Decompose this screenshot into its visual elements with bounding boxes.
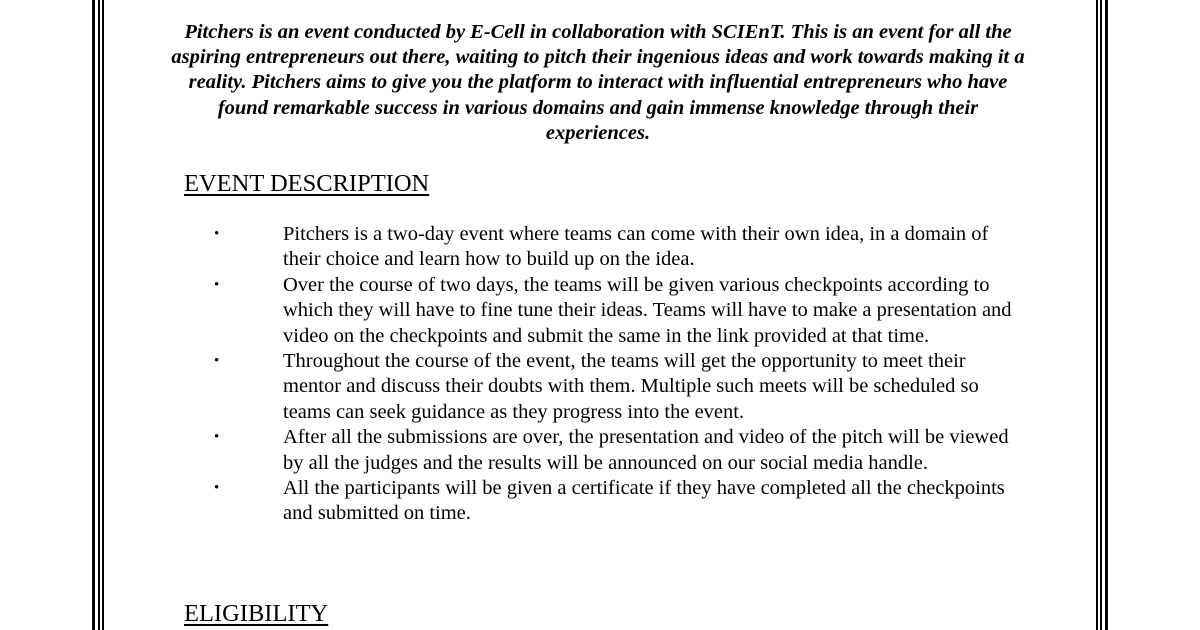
list-item-text: Pitchers is a two-day event where teams can come with their own idea, in a domain of their choice and learn how to build up on the idea. — [283, 223, 989, 271]
eligibility-heading: ELIGIBILITY — [184, 600, 329, 627]
bullet-icon: • — [214, 226, 220, 242]
list-item — [0, 273, 1023, 349]
bullet-icon: • — [214, 429, 220, 446]
list-item — [0, 476, 1023, 527]
bullet-icon: • — [214, 276, 220, 293]
event-description-heading: EVENT DESCRIPTION — [184, 170, 430, 197]
event-description-list — [0, 222, 1200, 527]
list-item — [0, 222, 1023, 273]
intro-paragraph: Pitchers is an event conducted by E-Cell in collaboration with SCIEnT. This is an event for all the aspiring entrepreneurs out there, waiting to pitch their ingenious ideas and work towards making it a reality. Pitchers aims to give you the platform to interact with influential entrepreneurs who have found remarkable success in various domains and gain immense knowledge through their experiences. — [171, 21, 1025, 144]
list-item-text: Over the course of two days, the teams will be given various checkpoints according to which they will have to fine tune their ideas. Teams will have to make a presentation and video on the checkpoints and submit the same in the link provided at that time. — [283, 273, 1012, 347]
list-item-text: All the participants will be given a certificate if they have completed all the checkpoints and submitted on time. — [283, 477, 1005, 525]
list-item-text: After all the submissions are over, the presentation and video of the pitch will be viewed by all the judges and the results will be announced on our social media handle. — [283, 426, 1009, 474]
bullet-icon: • — [214, 480, 220, 497]
list-item — [0, 349, 1023, 425]
bullet-icon: • — [214, 353, 220, 370]
list-item — [0, 425, 1023, 476]
list-item-text: Throughout the course of the event, the teams will get the opportunity to meet their mentor and discuss their doubts with them. Multiple such meets will be scheduled so teams can seek guidance as they progress into the event. — [283, 350, 979, 423]
